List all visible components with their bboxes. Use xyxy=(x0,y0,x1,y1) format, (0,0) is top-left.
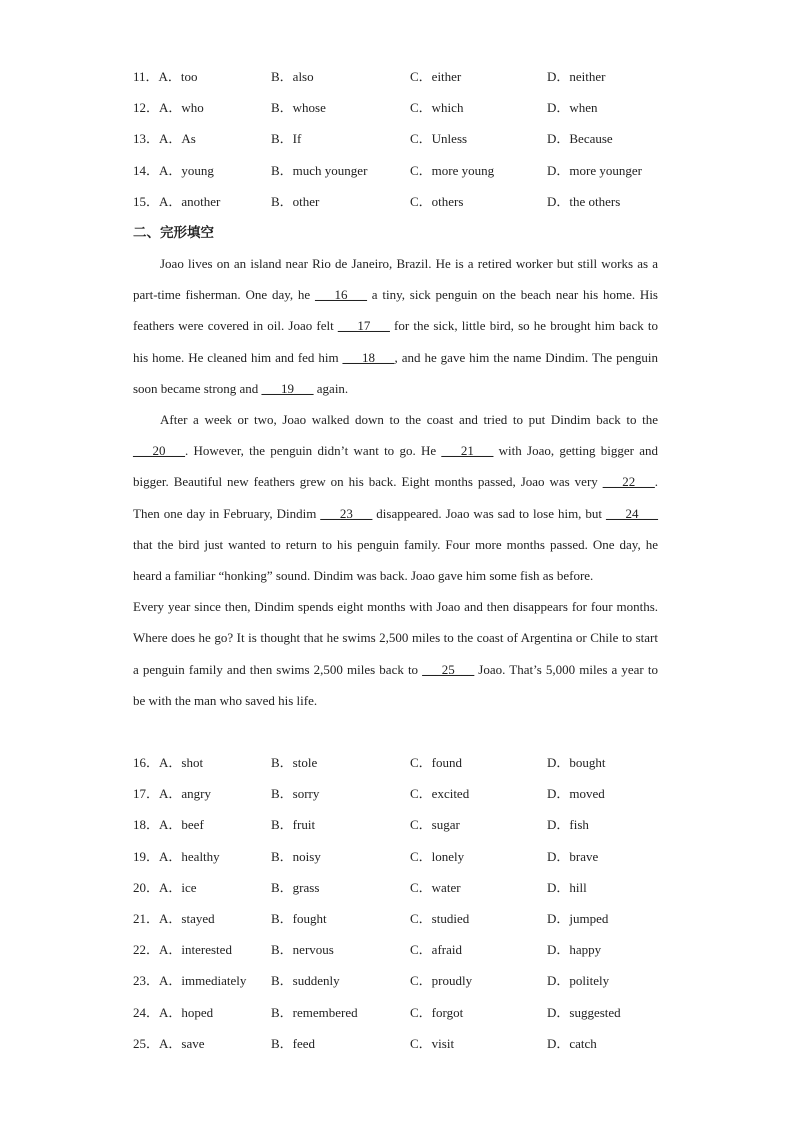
option-a: 20．A．ice xyxy=(133,879,197,895)
option-c: C．excited xyxy=(410,786,470,802)
option-c: C．water xyxy=(410,879,461,895)
option-d: D．Because xyxy=(547,131,613,147)
option-d: D．the others xyxy=(547,193,621,209)
blank-21: ___21___ xyxy=(441,443,494,459)
option-a: 22．A．interested xyxy=(133,942,232,958)
option-a: 17．A．angry xyxy=(133,786,212,802)
option-b: B．If xyxy=(271,131,302,147)
option-a: 12．A．who xyxy=(133,100,204,116)
option-b: B．remembered xyxy=(271,1004,358,1020)
option-b: B．sorry xyxy=(271,786,320,802)
option-c: C．which xyxy=(410,100,464,116)
option-a: 19．A．healthy xyxy=(133,848,220,864)
option-d: D．moved xyxy=(547,786,605,802)
option-c: C．forgot xyxy=(410,1004,464,1020)
option-d: D．politely xyxy=(547,973,610,989)
option-b: B．suddenly xyxy=(271,973,340,989)
option-a: 11．A．too xyxy=(133,69,198,84)
option-a: 13．A．As xyxy=(133,131,196,147)
option-c: C．either xyxy=(410,69,462,84)
option-b: B．also xyxy=(271,69,314,84)
option-a: 21．A．stayed xyxy=(133,910,215,926)
option-b: B．fought xyxy=(271,910,327,926)
option-b: B．noisy xyxy=(271,848,321,864)
option-c: C．others xyxy=(410,193,464,209)
passage-paragraph-3: Every year since then, Dindim spends eight months with Joao and then disappears for four months. Where does he go? It is thought that he swims 2,500 miles to the coast of Argentina or Chile to start a penguin family and then swims 2,500 miles back to ___25___ Joao. That’s 5,000 miles a year to be with the man who saved his life. xyxy=(133,599,658,708)
option-a: 18．A．beef xyxy=(133,817,204,833)
option-c: C．visit xyxy=(410,1035,455,1051)
option-d: D．bought xyxy=(547,755,606,770)
option-c: C．studied xyxy=(410,910,470,926)
option-a: 14．A．young xyxy=(133,162,214,178)
option-d: D．happy xyxy=(547,942,602,958)
option-a: 23．A．immediately xyxy=(133,973,247,989)
option-b: B．nervous xyxy=(271,942,334,958)
option-d: D．suggested xyxy=(547,1004,621,1020)
option-b: B．much younger xyxy=(271,162,368,178)
option-c: C．proudly xyxy=(410,973,473,989)
option-c: C．found xyxy=(410,755,463,770)
option-d: D．catch xyxy=(547,1035,597,1051)
option-c: C．sugar xyxy=(410,817,460,833)
option-b: B．whose xyxy=(271,100,326,116)
blank-20: ___20___ xyxy=(133,443,185,459)
cloze-passage xyxy=(133,248,658,716)
blank-24: ___24___ xyxy=(606,505,659,521)
passage-paragraph-2: After a week or two, Joao walked down to the coast and tried to put Dindim back to the ___20___. However, the penguin didn’t want to go. He ___21___ with Joao, getting bigger and bigger. Beautiful new feathers grew on his back. Eight months passed, Joao was very ___22___. Then one day in February, Dindim ___23___ disappeared. Joao was sad to lose him, but ___24___ that the bird just wanted to return to his penguin family. Four more months passed. One day, he heard a familiar “honking” sound. Dindim was back. Joao gave him some fish as before. xyxy=(133,412,659,584)
option-d: D．hill xyxy=(547,879,587,895)
option-a: 24．A．hoped xyxy=(133,1004,214,1020)
option-a: 16．A．shot xyxy=(133,755,204,770)
option-d: D．brave xyxy=(547,848,599,864)
option-d: D．when xyxy=(547,100,598,116)
option-b: B．other xyxy=(271,193,320,209)
blank-25: ___25___ xyxy=(422,661,475,677)
blank-17: ___17___ xyxy=(337,318,390,334)
section-heading: 二、完形填空 xyxy=(133,225,214,241)
option-d: D．jumped xyxy=(547,910,609,926)
option-b: B．grass xyxy=(271,879,320,895)
option-c: C．lonely xyxy=(410,848,465,864)
option-a: 15．A．another xyxy=(133,193,221,209)
blank-22: ___22___ xyxy=(602,474,655,490)
blank-16: ___16___ xyxy=(315,287,367,303)
option-b: B．stole xyxy=(271,755,318,770)
option-c: C．afraid xyxy=(410,942,462,958)
option-d: D．neither xyxy=(547,69,606,84)
option-c: C．more young xyxy=(410,162,495,178)
option-b: B．feed xyxy=(271,1035,316,1051)
blank-23: ___23___ xyxy=(320,505,373,521)
passage-paragraph-1: Joao lives on an island near Rio de Janeiro, Brazil. He is a retired worker but still works as a part-time fisherman. One day, he ___16___ a tiny, sick penguin on the beach near his home. His feathers were covered in oil. Joao felt ___17___ for the sick, little bird, so he brought him back to his home. He cleaned him and fed him ___18___, and he gave him the name Dindim. The penguin soon became strong and ___19___ again. xyxy=(133,256,658,396)
option-a: 25．A．save xyxy=(133,1035,205,1051)
blank-18: ___18___ xyxy=(342,349,395,365)
option-b: B．fruit xyxy=(271,817,316,833)
option-d: D．fish xyxy=(547,817,589,833)
option-d: D．more younger xyxy=(547,162,642,178)
option-c: C．Unless xyxy=(410,131,468,147)
blank-19: ___19___ xyxy=(261,380,314,396)
